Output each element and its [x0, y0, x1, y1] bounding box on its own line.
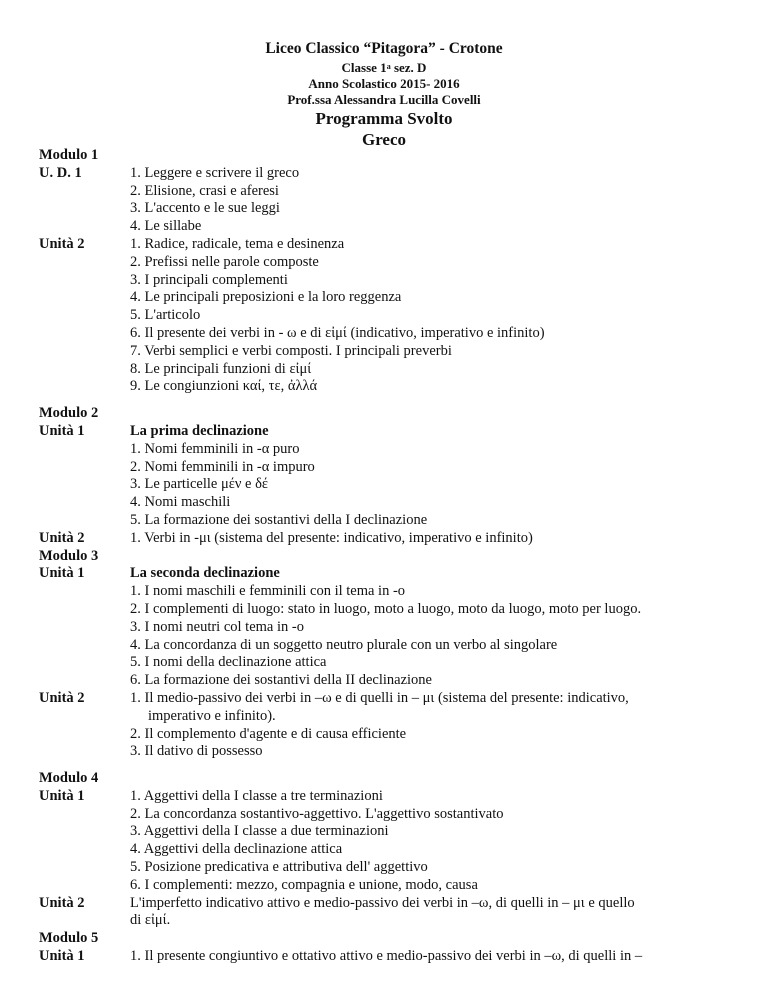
topic-item: 1. I nomi maschili e femminili con il tema in -o — [130, 583, 406, 600]
topic-item: 3. I principali complementi — [130, 271, 288, 288]
unit-label: Modulo 4 — [39, 770, 99, 787]
topic-item: 3. Le particelle μέν e δέ — [130, 476, 269, 493]
unit-label — [39, 476, 130, 494]
class-superscript: a — [386, 62, 391, 71]
program-row — [39, 565, 739, 583]
school-name: Liceo Classico “Pitagora” - Crotone — [265, 40, 503, 57]
program-row — [39, 708, 739, 726]
topic-item: 9. Le congiunzioni καί, τε, ἀλλά — [130, 378, 318, 395]
unit-label — [39, 823, 130, 841]
topic-item: 2. La concordanza sostantivo-aggettivo. L'aggettivo sostantivato — [130, 805, 504, 822]
class-line — [0, 60, 768, 76]
program-row — [39, 289, 739, 307]
program-row — [39, 512, 739, 530]
unit-label: Unità 2 — [39, 894, 85, 911]
program-row — [39, 948, 739, 966]
topic-item: 1. Leggere e scrivere il greco — [130, 164, 300, 181]
topic-item: 1. Aggettivi della I classe a tre terminazioni — [130, 787, 383, 804]
unit-label: Unità 1 — [39, 948, 85, 965]
program-row — [39, 361, 739, 379]
program-row — [39, 743, 739, 761]
topic-item — [130, 930, 739, 948]
unit-label — [39, 654, 130, 672]
topic-item: 1. Il medio-passivo dei verbi in –ω e di quelli in – μι (sistema del presente: indicativo, — [130, 689, 629, 706]
program-row — [39, 165, 739, 183]
unit-label — [39, 441, 130, 459]
program-row — [39, 601, 739, 619]
unit-label — [39, 494, 130, 512]
unit-label — [39, 378, 130, 396]
unit-label — [39, 200, 130, 218]
unit-label — [39, 307, 130, 325]
topic-heading: La prima declinazione — [130, 422, 269, 439]
topic-item: 3. Il dativo di possesso — [130, 743, 263, 760]
unit-label — [39, 841, 130, 859]
unit-label — [39, 877, 130, 895]
topic-item: imperativo e infinito). — [148, 707, 276, 724]
program-row — [39, 859, 739, 877]
document-header — [0, 38, 768, 150]
program-row — [39, 254, 739, 272]
unit-label — [39, 672, 130, 690]
program-row — [39, 441, 739, 459]
unit-label: Unità 2 — [39, 529, 85, 546]
program-row — [39, 726, 739, 744]
unit-label: Modulo 1 — [39, 147, 99, 163]
unit-label — [39, 708, 130, 726]
program-row — [39, 325, 739, 343]
unit-label — [39, 459, 130, 477]
unit-label: Modulo 3 — [39, 547, 99, 564]
program-row — [39, 690, 739, 708]
program-row — [39, 405, 739, 423]
section-spacer — [39, 396, 739, 405]
program-row — [39, 307, 739, 325]
topic-item: 1. Verbi in -μι (sistema del presente: indicativo, imperativo e infinito) — [130, 529, 533, 546]
program-row — [39, 877, 739, 895]
topic-item: 8. Le principali funzioni di εἰμί — [130, 360, 312, 377]
class-prefix: Classe 1 — [341, 60, 387, 75]
unit-label — [39, 325, 130, 343]
topic-item: 1. Il presente congiuntivo e ottativo attivo e medio-passivo dei verbi in –ω, di quelli in – — [130, 948, 643, 965]
school-year: Anno Scolastico 2015- 2016 — [308, 76, 460, 91]
topic-item: 5. La formazione dei sostantivi della I declinazione — [130, 511, 428, 528]
program-row — [39, 548, 739, 566]
program-row — [39, 200, 739, 218]
unit-label — [39, 218, 130, 236]
unit-label — [39, 272, 130, 290]
program-row — [39, 423, 739, 441]
topic-item: 5. I nomi della declinazione attica — [130, 654, 327, 671]
program-row — [39, 343, 739, 361]
topic-item: 3. I nomi neutri col tema in -o — [130, 618, 304, 635]
program-row — [39, 912, 739, 930]
topic-item: 6. La formazione dei sostantivi della II declinazione — [130, 672, 432, 689]
unit-label: Unità 1 — [39, 565, 85, 582]
unit-label: Modulo 5 — [39, 930, 99, 947]
unit-label: Unità 1 — [39, 422, 85, 439]
topic-item: 4. Le sillabe — [130, 218, 202, 235]
topic-item: 7. Verbi semplici e verbi composti. I principali preverbi — [130, 342, 452, 359]
document-title: Programma Svolto — [315, 109, 453, 128]
topic-item: 3. L'accento e le sue leggi — [130, 200, 280, 217]
unit-label: Unità 2 — [39, 235, 85, 252]
program-row — [39, 183, 739, 201]
program-row — [39, 459, 739, 477]
unit-label: Unità 2 — [39, 689, 85, 706]
topic-item: 5. L'articolo — [130, 307, 201, 324]
unit-label — [39, 806, 130, 824]
program-row — [39, 530, 739, 548]
topic-item: 3. Aggettivi della I classe a due terminazioni — [130, 823, 389, 840]
topic-item: 4. Le principali preposizioni e la loro reggenza — [130, 289, 402, 306]
topic-item — [130, 405, 739, 423]
unit-label — [39, 619, 130, 637]
unit-label — [39, 289, 130, 307]
topic-item — [130, 770, 739, 788]
topic-item: 4. La concordanza di un soggetto neutro plurale con un verbo al singolare — [130, 636, 558, 653]
topic-item: L'imperfetto indicativo attivo e medio-passivo dei verbi in –ω, di quelli in – μι e quello — [130, 894, 635, 911]
unit-label — [39, 183, 130, 201]
teacher-name: Prof.ssa Alessandra Lucilla Covelli — [287, 92, 481, 107]
program-row — [39, 823, 739, 841]
topic-item: 1. Radice, radicale, tema e desinenza — [130, 235, 345, 252]
unit-label — [39, 583, 130, 601]
unit-label: Modulo 2 — [39, 405, 99, 422]
unit-label — [39, 512, 130, 530]
program-row — [39, 788, 739, 806]
program-row — [39, 637, 739, 655]
program-row — [39, 841, 739, 859]
subject-name: Greco — [361, 130, 407, 149]
program-row — [39, 583, 739, 601]
program-row — [39, 806, 739, 824]
unit-label — [39, 254, 130, 272]
unit-label: U. D. 1 — [39, 164, 82, 181]
topic-item: 5. Posizione predicativa e attributiva dell' aggettivo — [130, 859, 428, 876]
topic-item: 6. I complementi: mezzo, compagnia e unione, modo, causa — [130, 876, 478, 893]
program-row — [39, 272, 739, 290]
program-row — [39, 378, 739, 396]
program-row — [39, 147, 739, 165]
program-list — [39, 147, 739, 966]
topic-item: 2. Il complemento d'agente e di causa efficiente — [130, 725, 407, 742]
unit-label — [39, 361, 130, 379]
topic-item: 4. Nomi maschili — [130, 494, 231, 511]
unit-label — [39, 726, 130, 744]
program-row — [39, 494, 739, 512]
unit-label — [39, 637, 130, 655]
topic-item: 4. Aggettivi della declinazione attica — [130, 841, 343, 858]
topic-item: di εἰμί. — [130, 912, 171, 929]
unit-label — [39, 912, 130, 930]
program-row — [39, 236, 739, 254]
topic-heading: La seconda declinazione — [130, 565, 280, 582]
unit-label: Unità 1 — [39, 787, 85, 804]
topic-item — [130, 548, 739, 566]
program-row — [39, 770, 739, 788]
topic-item — [130, 147, 739, 165]
topic-item: 6. Il presente dei verbi in - ω e di εἰμί (indicativo, imperativo e infinito) — [130, 324, 545, 341]
topic-item: 2. Prefissi nelle parole composte — [130, 253, 319, 270]
program-row — [39, 654, 739, 672]
topic-item: 1. Nomi femminili in -α puro — [130, 440, 300, 457]
unit-label — [39, 743, 130, 761]
program-row — [39, 218, 739, 236]
unit-label — [39, 343, 130, 361]
program-row — [39, 619, 739, 637]
topic-item: 2. Elisione, crasi e aferesi — [130, 182, 279, 199]
topic-item: 2. I complementi di luogo: stato in luogo, moto a luogo, moto da luogo, moto per luogo. — [130, 600, 642, 617]
program-row — [39, 895, 739, 913]
program-row — [39, 672, 739, 690]
topic-item: 2. Nomi femminili in -α impuro — [130, 458, 315, 475]
unit-label — [39, 859, 130, 877]
section-spacer — [39, 761, 739, 770]
program-row — [39, 476, 739, 494]
unit-label — [39, 601, 130, 619]
program-row — [39, 930, 739, 948]
class-suffix: sez. D — [390, 60, 427, 75]
